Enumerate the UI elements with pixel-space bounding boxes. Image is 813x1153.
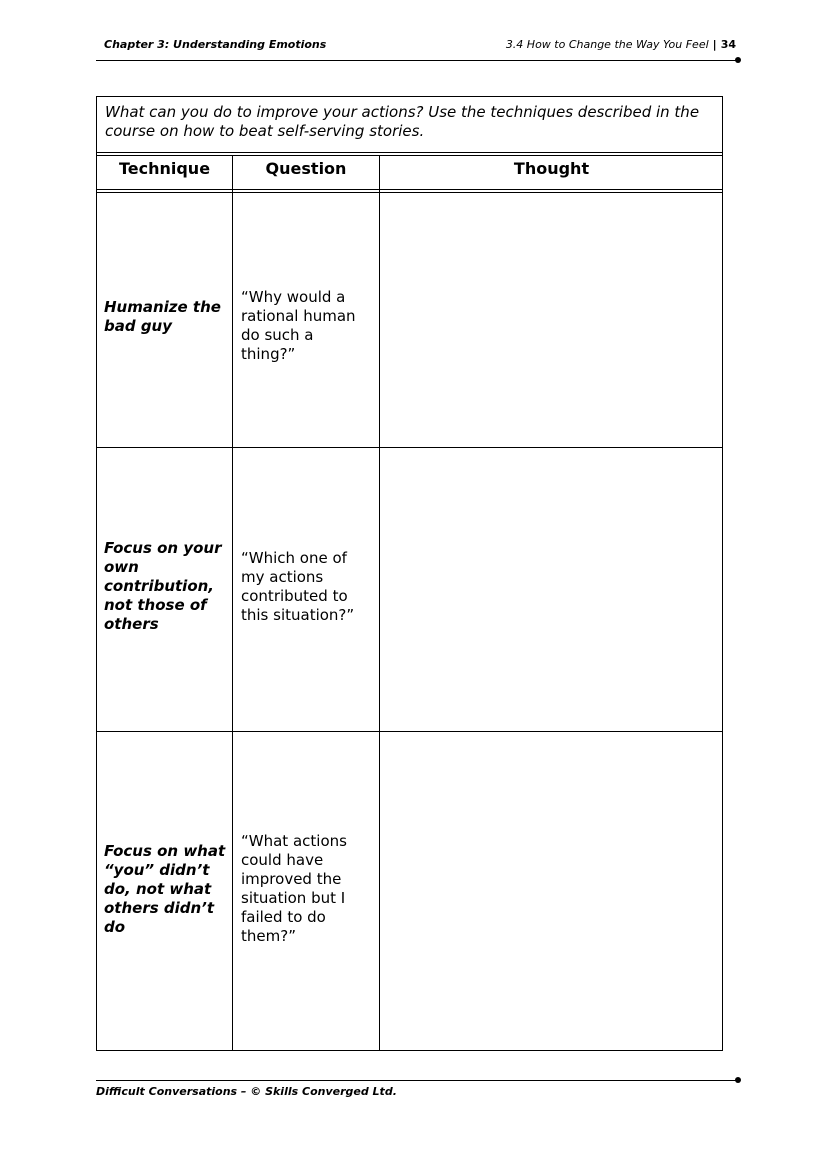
question-cell: “What actions could have improved the situation but I failed to do them?” [241,832,347,945]
column-divider [232,155,233,1051]
column-header-thought: Thought [513,159,590,178]
worksheet-table [96,96,723,1051]
technique-cell: Focus on what “you” didn’t do, not what others didn’t do [104,842,226,936]
question-cell: “Why would a rational human do such a thing?” [241,288,356,363]
header-rule-dot [735,57,741,63]
table-rule [97,447,722,448]
table-rule [97,731,722,732]
technique-cell: Humanize the bad guy [104,298,221,335]
question-cell: “Which one of my actions contributed to this situation?” [241,549,355,624]
running-header-section [506,38,736,51]
header-separator: | [712,38,717,51]
technique-cell: Focus on your own contribution, not those of others [104,539,222,633]
column-header-technique: Technique [118,159,211,178]
column-divider [379,155,380,1051]
table-rule [97,155,722,156]
table-rule [97,152,722,153]
column-header-question: Question [265,159,347,178]
thought-cell[interactable] [381,449,721,730]
table-rule [97,189,722,190]
page-number: 34 [720,38,736,51]
header-rule [96,60,738,61]
footer-rule [96,1080,738,1081]
table-rule [97,192,722,193]
thought-cell[interactable] [381,194,721,446]
section-title: 3.4 How to Change the Way You Feel [505,38,709,51]
worksheet-instructions: What can you do to improve your actions? Use the techniques described in the course on how to beat self-serving stories. [105,103,700,140]
thought-cell[interactable] [381,733,721,1050]
running-header-chapter: Chapter 3: Understanding Emotions [104,38,327,51]
footer-rule-dot [735,1077,741,1083]
footer-copyright: Difficult Conversations – © Skills Converged Ltd. [96,1085,397,1098]
